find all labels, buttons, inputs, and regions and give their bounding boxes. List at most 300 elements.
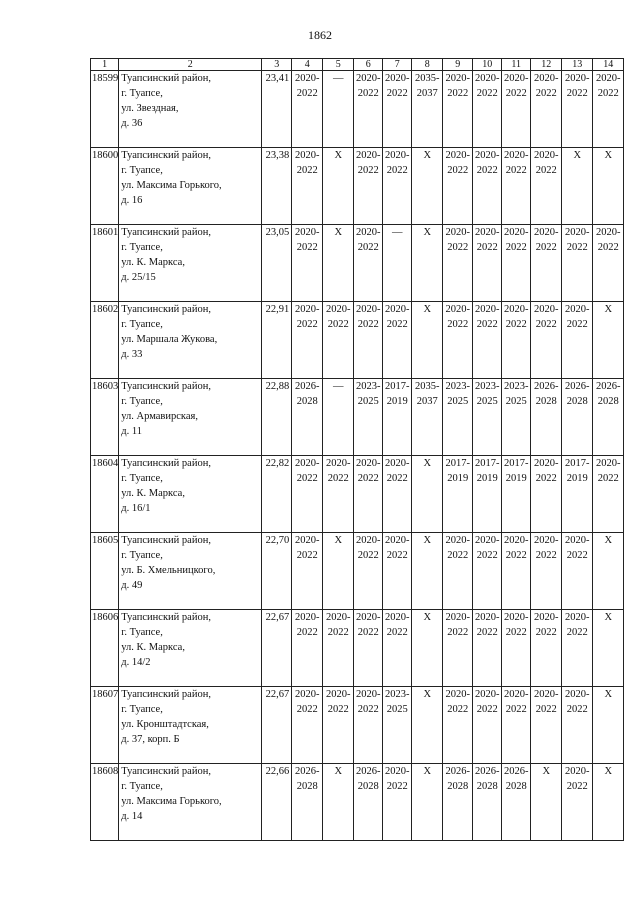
address-line: Туапсинский район, [121,304,211,315]
address-line: ул. Звездная, [121,103,179,114]
period-text: 2017- [385,381,410,392]
period-text: 2017- [565,458,590,469]
address-line: Туапсинский район, [121,612,211,623]
period-text: 2026- [596,381,621,392]
period-cell-col-7 [383,379,412,456]
period-text: 2025 [447,396,469,407]
period-text: 2023- [504,381,529,392]
period-cell-col-11 [502,225,531,302]
period-text: 2020- [356,304,381,315]
period-cell-col-7 [383,302,412,379]
period-cell-col-13 [562,379,593,456]
period-cell-col-4 [292,533,323,610]
period-text: X [334,227,343,238]
period-text: 2022 [327,319,349,330]
address-line: Туапсинский район, [121,535,211,546]
period-text: — [333,381,344,392]
period-text: 2020- [445,612,470,623]
period-cell-col-11 [502,456,531,533]
period-text: 2020- [326,689,351,700]
period-text: 2022 [535,88,557,99]
period-cell-col-8 [412,302,443,379]
address-line: Туапсинский район, [121,227,211,238]
address-line: д. 14/2 [121,657,151,668]
period-text: 2020- [596,227,621,238]
period-cell-col-4 [292,71,323,148]
period-text: 2022 [327,627,349,638]
record-number: 18599 [91,71,119,148]
address-line: ул. К. Маркса, [121,642,185,653]
period-text: 2020- [475,227,500,238]
period-text: 2020- [385,304,410,315]
period-text: 2022 [566,242,588,253]
period-text: 2017- [475,458,500,469]
period-text: 2020- [534,150,559,161]
period-text: 2020- [326,458,351,469]
period-cell-col-9 [443,71,473,148]
period-cell-col-12 [531,456,562,533]
period-cell-col-11 [502,302,531,379]
address-line: Туапсинский район, [121,150,211,161]
period-cell-col-13 [562,533,593,610]
period-text: 2020- [295,73,320,84]
period-text: 2020- [534,304,559,315]
period-text: 2020- [504,150,529,161]
period-cell-col-14 [593,456,624,533]
period-text: X [423,535,432,546]
period-cell-col-10 [473,533,502,610]
period-cell-col-11 [502,379,531,456]
address-cell [119,148,262,225]
period-cell-col-13 [562,302,593,379]
period-cell-col-4 [292,456,323,533]
period-text: 2020- [565,304,590,315]
period-cell-col-9 [443,302,473,379]
column-number-4: 4 [292,59,323,71]
period-cell-col-11 [502,148,531,225]
period-text: 2022 [357,319,379,330]
table-row [91,148,624,225]
period-cell-col-13 [562,148,593,225]
period-text: 2020- [534,227,559,238]
period-text: 2020- [565,689,590,700]
address-line: ул. К. Маркса, [121,257,185,268]
period-text: 2017- [445,458,470,469]
period-text: X [423,227,432,238]
address-line: ул. Маршала Жукова, [121,334,218,345]
period-text: 2022 [296,473,318,484]
period-text: 2022 [357,165,379,176]
period-cell-col-9 [443,764,473,841]
period-cell-col-12 [531,71,562,148]
period-text: 2020- [445,535,470,546]
period-text: 2020- [504,227,529,238]
period-cell-col-5 [323,302,354,379]
period-text: 2019 [566,473,588,484]
period-text: 2020- [504,612,529,623]
period-text: 2023- [445,381,470,392]
period-text: 2022 [447,165,469,176]
period-text: 2020- [295,458,320,469]
period-text: 2020- [326,612,351,623]
period-text: 2022 [447,319,469,330]
table-row [91,71,624,148]
address-line: г. Туапсе, [121,704,163,715]
address-cell [119,610,262,687]
period-text: 2022 [566,781,588,792]
period-text: 2020- [445,689,470,700]
period-text: 2028 [535,396,557,407]
address-line: г. Туапсе, [121,88,163,99]
address-line: г. Туапсе, [121,165,163,176]
period-cell-col-5 [323,379,354,456]
period-text: 2020- [596,73,621,84]
period-text: 2020- [385,150,410,161]
address-line: г. Туапсе, [121,242,163,253]
period-text: X [604,612,613,623]
period-cell-col-5 [323,610,354,687]
period-text: 2022 [597,242,619,253]
period-text: 2022 [296,319,318,330]
period-text: 2022 [566,550,588,561]
period-cell-col-12 [531,764,562,841]
period-cell-col-6 [354,148,383,225]
address-cell [119,687,262,764]
period-text: 2025 [386,704,408,715]
period-text: 2026- [445,766,470,777]
period-text: 2022 [566,704,588,715]
period-text: 2022 [357,473,379,484]
period-text: X [334,766,343,777]
period-text: X [334,535,343,546]
period-cell-col-14 [593,148,624,225]
period-cell-col-4 [292,225,323,302]
period-text: 2020- [504,304,529,315]
address-cell [119,71,262,148]
record-number: 18606 [91,610,119,687]
period-text: 2026- [565,381,590,392]
period-text: 2022 [535,165,557,176]
period-cell-col-4 [292,610,323,687]
period-cell-col-5 [323,225,354,302]
period-text: 2020- [565,227,590,238]
column-number-14: 14 [593,59,624,71]
period-text: 2020- [504,689,529,700]
period-cell-col-14 [593,225,624,302]
period-text: 2020- [385,535,410,546]
period-text: 2028 [505,781,527,792]
period-cell-col-7 [383,533,412,610]
period-text: 2020- [385,612,410,623]
period-cell-col-5 [323,148,354,225]
period-text: 2022 [447,550,469,561]
period-text: 2023- [475,381,500,392]
period-text: 2022 [597,88,619,99]
period-text: 2022 [476,627,498,638]
period-text: 2035- [415,381,440,392]
period-text: 2020- [295,612,320,623]
period-text: 2020- [356,73,381,84]
period-cell-col-10 [473,456,502,533]
period-text: 2022 [535,550,557,561]
period-cell-col-10 [473,148,502,225]
period-cell-col-10 [473,764,502,841]
period-text: 2023- [356,381,381,392]
period-cell-col-8 [412,225,443,302]
period-cell-col-12 [531,610,562,687]
period-text: 2019 [505,473,527,484]
period-text: 2037 [416,396,438,407]
period-cell-col-10 [473,302,502,379]
period-text: 2026- [534,381,559,392]
period-cell-col-6 [354,379,383,456]
period-text: 2019 [386,396,408,407]
period-text: 2022 [566,88,588,99]
area-value: 23,05 [262,225,292,302]
period-cell-col-6 [354,225,383,302]
period-text: 2022 [386,781,408,792]
period-text: 2022 [505,88,527,99]
table-row [91,302,624,379]
period-cell-col-9 [443,533,473,610]
period-cell-col-14 [593,379,624,456]
address-line: Туапсинский район, [121,73,211,84]
period-cell-col-13 [562,225,593,302]
period-text: X [423,304,432,315]
period-text: 2022 [447,704,469,715]
address-line: г. Туапсе, [121,781,163,792]
period-cell-col-7 [383,225,412,302]
period-cell-col-14 [593,533,624,610]
period-text: 2022 [476,242,498,253]
address-cell [119,302,262,379]
period-cell-col-9 [443,379,473,456]
period-cell-col-9 [443,687,473,764]
address-cell [119,379,262,456]
period-cell-col-12 [531,379,562,456]
period-text: X [542,766,551,777]
address-line: д. 36 [121,118,143,129]
period-text: 2020- [565,535,590,546]
period-cell-col-4 [292,687,323,764]
period-cell-col-9 [443,225,473,302]
column-number-6: 6 [354,59,383,71]
address-line: Туапсинский район, [121,689,211,700]
period-text: 2020- [385,766,410,777]
period-text: 2020- [475,535,500,546]
period-cell-col-9 [443,610,473,687]
period-cell-col-8 [412,533,443,610]
period-text: 2022 [386,88,408,99]
period-text: 2022 [386,165,408,176]
address-line: г. Туапсе, [121,550,163,561]
area-value: 22,70 [262,533,292,610]
period-text: 2020- [356,227,381,238]
period-text: 2022 [327,473,349,484]
table-row [91,533,624,610]
period-text: 2020- [565,612,590,623]
address-line: г. Туапсе, [121,319,163,330]
period-text: 2022 [357,550,379,561]
period-text: 2022 [535,242,557,253]
period-cell-col-14 [593,610,624,687]
period-text: X [604,304,613,315]
period-text: 2022 [296,165,318,176]
period-text: 2020- [356,689,381,700]
period-cell-col-12 [531,533,562,610]
period-text: 2022 [505,704,527,715]
period-text: 2020- [534,689,559,700]
period-text: 2037 [416,88,438,99]
period-cell-col-6 [354,610,383,687]
address-line: д. 16/1 [121,503,151,514]
period-cell-col-8 [412,71,443,148]
period-text: 2022 [357,88,379,99]
period-cell-col-11 [502,533,531,610]
period-cell-col-14 [593,302,624,379]
period-text: 2025 [476,396,498,407]
period-text: 2026- [295,381,320,392]
record-number: 18608 [91,764,119,841]
address-line: д. 33 [121,349,143,360]
period-text: — [333,73,344,84]
period-cell-col-4 [292,148,323,225]
address-line: д. 25/15 [121,272,156,283]
period-text: 2028 [597,396,619,407]
period-text: 2019 [447,473,469,484]
period-text: 2022 [505,242,527,253]
period-cell-col-10 [473,687,502,764]
address-line: Туапсинский район, [121,381,211,392]
period-text: 2022 [296,88,318,99]
period-cell-col-6 [354,533,383,610]
period-text: 2020- [295,227,320,238]
period-text: 2020- [295,689,320,700]
period-cell-col-11 [502,71,531,148]
address-cell [119,456,262,533]
table-row [91,379,624,456]
area-value: 23,38 [262,148,292,225]
period-text: 2020- [356,612,381,623]
period-text: 2026- [356,766,381,777]
period-text: 2020- [534,458,559,469]
period-text: 2020- [475,304,500,315]
period-text: 2022 [476,165,498,176]
period-text: 2022 [296,704,318,715]
period-text: 2022 [535,627,557,638]
period-cell-col-6 [354,764,383,841]
column-number-8: 8 [412,59,443,71]
period-cell-col-10 [473,71,502,148]
period-text: 2020- [356,535,381,546]
period-text: 2026- [475,766,500,777]
address-line: ул. Максима Горького, [121,180,222,191]
record-number: 18603 [91,379,119,456]
address-line: г. Туапсе, [121,473,163,484]
period-text: 2020- [475,689,500,700]
area-value: 22,91 [262,302,292,379]
period-text: 2028 [447,781,469,792]
period-text: 2022 [535,473,557,484]
period-cell-col-11 [502,764,531,841]
address-line: д. 37, корп. Б [121,734,180,745]
period-cell-col-8 [412,687,443,764]
period-cell-col-14 [593,71,624,148]
period-cell-col-14 [593,764,624,841]
period-cell-col-7 [383,764,412,841]
period-cell-col-11 [502,610,531,687]
period-cell-col-8 [412,148,443,225]
area-value: 22,82 [262,456,292,533]
period-text: 2020- [534,535,559,546]
period-text: 2022 [505,165,527,176]
period-cell-col-6 [354,302,383,379]
period-text: 2022 [535,319,557,330]
address-line: д. 49 [121,580,143,591]
period-text: 2025 [357,396,379,407]
period-text: X [423,689,432,700]
record-number: 18602 [91,302,119,379]
period-text: 2022 [296,627,318,638]
period-cell-col-7 [383,687,412,764]
period-text: 2020- [596,458,621,469]
period-text: 2022 [386,550,408,561]
address-line: ул. Максима Горького, [121,796,222,807]
address-line: д. 16 [121,195,143,206]
period-text: 2020- [565,766,590,777]
period-text: 2028 [296,396,318,407]
address-line: ул. Б. Хмельницкого, [121,565,216,576]
period-text: 2022 [447,88,469,99]
period-cell-col-7 [383,148,412,225]
period-text: 2022 [476,319,498,330]
area-value: 23,41 [262,71,292,148]
period-cell-col-12 [531,302,562,379]
table-row [91,225,624,302]
period-text: 2022 [447,242,469,253]
period-text: 2020- [326,304,351,315]
period-cell-col-13 [562,764,593,841]
period-text: 2020- [356,150,381,161]
period-text: 2022 [357,242,379,253]
period-text: 2028 [357,781,379,792]
address-cell [119,533,262,610]
table-row [91,610,624,687]
period-text: 2022 [505,319,527,330]
period-text: 2022 [566,627,588,638]
period-text: 2020- [504,73,529,84]
period-text: X [334,150,343,161]
record-number: 18605 [91,533,119,610]
period-text: 2020- [445,73,470,84]
period-text: 2022 [476,88,498,99]
period-text: 2022 [386,319,408,330]
period-cell-col-6 [354,456,383,533]
period-cell-col-7 [383,71,412,148]
period-cell-col-8 [412,456,443,533]
column-number-1: 1 [91,59,119,71]
period-text: 2022 [296,242,318,253]
period-cell-col-13 [562,610,593,687]
period-text: — [392,227,403,238]
period-cell-col-8 [412,379,443,456]
period-text: 2023- [385,689,410,700]
period-text: X [604,689,613,700]
period-cell-col-5 [323,533,354,610]
address-cell [119,764,262,841]
address-line: Туапсинский район, [121,766,211,777]
period-cell-col-12 [531,148,562,225]
